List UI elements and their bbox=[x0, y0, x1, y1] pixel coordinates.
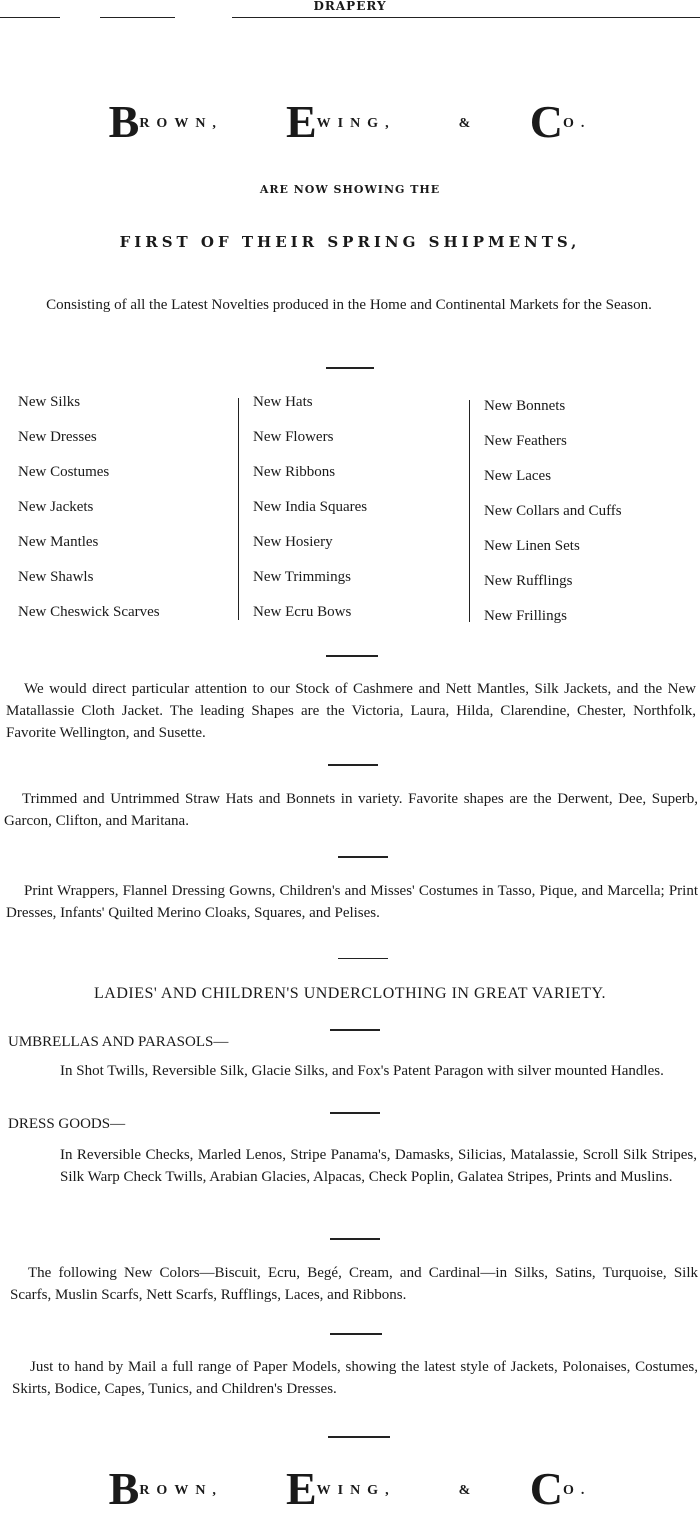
divider bbox=[326, 367, 374, 369]
divider bbox=[330, 1238, 380, 1240]
list-item: New Laces bbox=[484, 468, 552, 484]
page-header-title: DRAPERY bbox=[313, 0, 387, 13]
divider bbox=[328, 764, 378, 766]
list-item: New Mantles bbox=[18, 534, 99, 550]
divider bbox=[328, 1436, 390, 1438]
dress-goods-text: In Reversible Checks, Marled Lenos, Stripe Panama's, Damasks, Silicias, Matalassie, Scroll Silk Stripes, Silk Warp Check Twills, Arabian Glacies, Alpacas, Check Poplin, Galatea Stripes, Prints and Muslins. bbox=[60, 1147, 697, 1185]
list-item: New Rufflings bbox=[484, 573, 573, 589]
list-item: New Bonnets bbox=[484, 398, 566, 414]
headline: FIRST OF THEIR SPRING SHIPMENTS, bbox=[119, 233, 581, 251]
wrappers-paragraph: Print Wrappers, Flannel Dressing Gowns, Children's and Misses' Costumes in Tasso, Pique, and Marcella; Print Dresses, Infants' Quilted Merino Cloaks, Squares, and Pelises. bbox=[6, 883, 698, 921]
list-item: New Hats bbox=[253, 394, 313, 410]
list-item: New Collars and Cuffs bbox=[484, 503, 622, 519]
header-rule-right bbox=[232, 17, 700, 18]
divider bbox=[338, 856, 388, 858]
goods-column-3 bbox=[484, 396, 622, 641]
list-item: New India Squares bbox=[253, 499, 368, 515]
list-item: New Feathers bbox=[484, 433, 567, 449]
list-item: New Dresses bbox=[18, 429, 97, 445]
divider bbox=[330, 1333, 382, 1335]
list-item: New Shawls bbox=[18, 569, 94, 585]
list-item: New Ribbons bbox=[253, 464, 336, 480]
divider bbox=[326, 655, 378, 657]
umbrellas-text: In Shot Twills, Reversible Silk, Glacie Silks, and Fox's Patent Paragon with silver mounted Handles. bbox=[60, 1063, 664, 1079]
dress-goods-heading: DRESS GOODS— bbox=[8, 1116, 126, 1132]
divider bbox=[330, 1029, 380, 1031]
list-item: New Frillings bbox=[484, 608, 567, 624]
intro-paragraph: Consisting of all the Latest Novelties produced in the Home and Continental Markets for the Season. bbox=[46, 297, 652, 313]
straw-paragraph: Trimmed and Untrimmed Straw Hats and Bonnets in variety. Favorite shapes are the Derwent, Dee, Superb, Garcon, Clifton, and Maritana. bbox=[4, 791, 698, 829]
header-rule-left bbox=[0, 17, 60, 18]
list-item: New Jackets bbox=[18, 499, 94, 515]
divider bbox=[338, 958, 388, 959]
models-paragraph: Just to hand by Mail a full range of Paper Models, showing the latest style of Jackets, Polonaises, Costumes, Skirts, Bodice, Capes, Tunics, and Children's Dresses. bbox=[12, 1359, 698, 1397]
colors-paragraph: The following New Colors—Biscuit, Ecru, Begé, Cream, and Cardinal—in Silks, Satins, Turquoise, Silk Scarfs, Muslin Scarfs, Nett Scarfs, Rufflings, Laces, and Ribbons. bbox=[10, 1265, 698, 1303]
list-item: New Ecru Bows bbox=[253, 604, 352, 620]
list-item: New Cheswick Scarves bbox=[18, 604, 160, 620]
goods-column-1 bbox=[18, 392, 160, 637]
list-item: New Silks bbox=[18, 394, 81, 410]
firm-name-top: BROWN, EWING, & CO. bbox=[108, 96, 592, 147]
list-item: New Hosiery bbox=[253, 534, 333, 550]
firm-name-bottom: BROWN, EWING, & CO. bbox=[108, 1463, 592, 1514]
list-item: New Linen Sets bbox=[484, 538, 580, 554]
umbrellas-heading: UMBRELLAS AND PARASOLS— bbox=[8, 1034, 229, 1050]
mantles-paragraph: We would direct particular attention to our Stock of Cashmere and Nett Mantles, Silk Jackets, and the New Matallassie Cloth Jacket. The leading Shapes are the Victoria, Laura, Hilda, Clarendine, Chester, Northfolk, Favorite Wellington, and Susette. bbox=[6, 681, 696, 741]
underclothing-heading: LADIES' AND CHILDREN'S UNDERCLOTHING IN GREAT VARIETY. bbox=[93, 985, 607, 1002]
divider bbox=[330, 1112, 380, 1114]
list-item: New Flowers bbox=[253, 429, 334, 445]
column-divider-1 bbox=[238, 398, 239, 620]
list-item: New Costumes bbox=[18, 464, 110, 480]
showing-line: ARE NOW SHOWING THE bbox=[259, 183, 441, 196]
goods-column-2 bbox=[253, 392, 367, 637]
list-item: New Trimmings bbox=[253, 569, 351, 585]
column-divider-2 bbox=[469, 400, 470, 622]
header-rule-mid bbox=[100, 17, 175, 18]
